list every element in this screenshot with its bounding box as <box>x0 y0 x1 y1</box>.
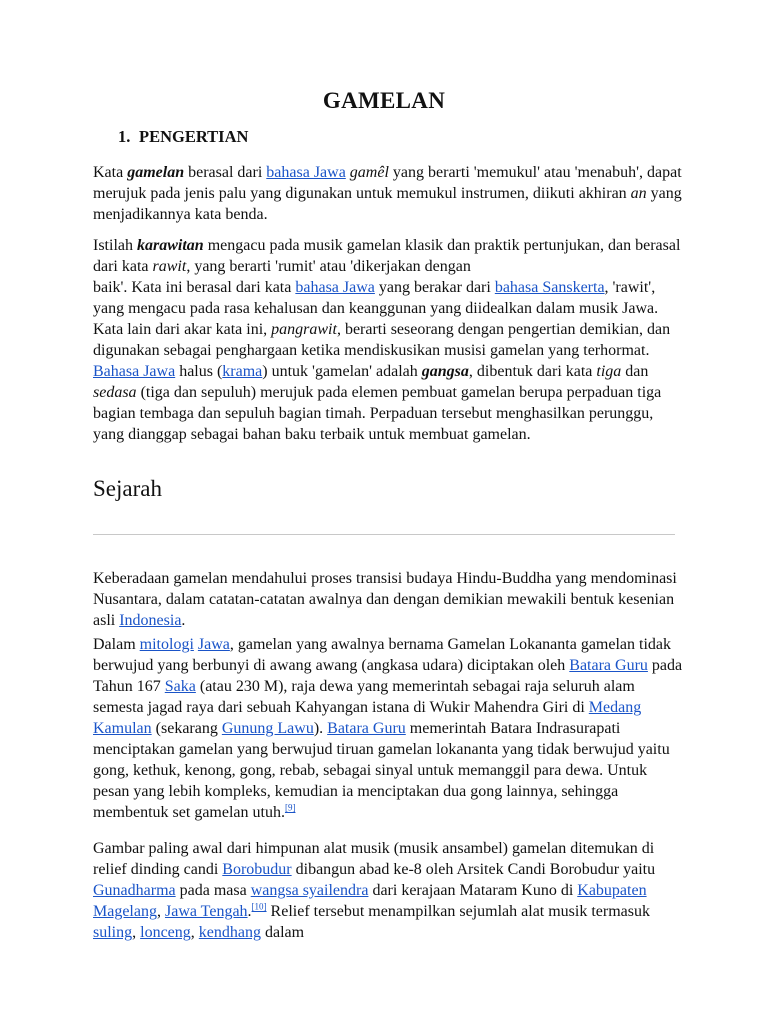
bold-italic-term: gangsa <box>421 363 469 380</box>
text-run: , yang berarti 'rumit' atau 'dikerjakan dengan <box>186 258 471 275</box>
text-run: ). <box>313 720 328 737</box>
text-run: (sekarang <box>151 720 222 737</box>
text-run: , <box>156 903 165 920</box>
section-heading-pengertian <box>118 127 248 147</box>
wiki-link[interactable]: Batara Guru <box>327 720 406 737</box>
section-number: 1. <box>118 127 131 146</box>
wiki-link[interactable]: krama <box>222 363 263 380</box>
wiki-link[interactable]: Jawa <box>197 636 230 653</box>
section-heading-sejarah: Sejarah <box>93 476 162 501</box>
text-run: yang berakar dari <box>374 279 495 296</box>
document-title: GAMELAN <box>322 88 446 113</box>
paragraph-karawitan <box>93 235 683 445</box>
text-run: memerintah Batara Indrasurapati menciptakan gamelan yang berwujud tiruan gamelan lokananta yang tidak berwujud yaitu gong, kethuk, kenong, gong, rebab, sebagai sinyal untuk memanggil para dewa. Untuk pesan yang lebih kompleks, kemudian ia menciptakan dua gong lainnya, sehingga membentuk set gamelan utuh. <box>93 720 670 821</box>
text-run: (tiga dan sepuluh) merujuk pada elemen pembuat gamelan berupa perpaduan tiga bagian tembaga dan sepuluh bagian timah. Perpaduan tersebut menghasilkan perunggu, yang dianggap sebagai bahan baku terbaik untuk membuat gamelan. <box>93 384 662 443</box>
paragraph-keberadaan <box>93 568 683 631</box>
italic-term: gamêl <box>349 164 389 181</box>
wiki-link[interactable]: suling <box>93 924 133 941</box>
italic-term: sedasa <box>93 384 137 401</box>
text-run: dalam <box>260 924 305 941</box>
text-run: , 'rawit', yang mengacu pada rasa kehalusan dan keanggunan yang diidealkan dalam musik Jawa. Kata lain dari akar kata ini, <box>93 279 659 338</box>
wiki-link[interactable]: Gunung Lawu <box>221 720 314 737</box>
text-run: , <box>190 924 199 941</box>
text-run: , dibentuk dari kata <box>468 363 597 380</box>
italic-term: an <box>630 185 647 202</box>
text-run: Dalam <box>93 636 140 653</box>
wiki-link[interactable]: bahasa Sanskerta <box>494 279 605 296</box>
wiki-link[interactable]: Medang <box>588 699 642 716</box>
text-run: Relief tersebut menampilkan sejumlah alat musik termasuk <box>266 903 650 920</box>
text-run: , gamelan yang awalnya bernama Gamelan Lokananta gamelan tidak berwujud yang berbunyi di awang awang (angkasa udara) diciptakan oleh <box>93 636 672 674</box>
text-run: baik'. Kata ini berasal dari kata <box>93 279 296 296</box>
wiki-link[interactable]: kendhang <box>198 924 261 941</box>
text-run: yang berarti 'memukul' atau 'menabuh', dapat merujuk pada jenis palu yang digunakan untuk memukul instrumen, diikuti akhiran <box>93 164 682 202</box>
bold-italic-term: karawitan <box>137 237 204 254</box>
wiki-link[interactable]: wangsa syailendra <box>250 882 369 899</box>
wiki-link[interactable]: Batara Guru <box>569 657 648 674</box>
text-run: berasal dari <box>184 164 267 181</box>
citation-superscript <box>285 803 296 813</box>
wiki-link[interactable]: Borobudur <box>222 861 292 878</box>
wiki-link[interactable]: Gunadharma <box>93 882 176 899</box>
text-run: ) untuk 'gamelan' adalah <box>262 363 422 380</box>
text-run: dari kerajaan Mataram Kuno di <box>368 882 578 899</box>
citation-superscript <box>252 902 267 912</box>
wiki-link[interactable]: Bahasa Jawa <box>93 363 176 380</box>
text-run: pada masa <box>175 882 251 899</box>
text-run: mengacu pada musik gamelan klasik dan praktik pertunjukan, dan berasal dari kata <box>93 237 681 275</box>
italic-term: tiga <box>596 363 622 380</box>
text-run: Istilah <box>93 237 137 254</box>
wiki-link[interactable]: Saka <box>164 678 196 695</box>
text-run: yang menjadikannya kata benda. <box>93 185 682 223</box>
text-run: , berarti seseorang dengan pengertian demikian, dan digunakan sebagai penghargaan ketika mendiskusikan musisi gamelan yang terhormat. <box>93 321 671 359</box>
text-run: halus ( <box>175 363 223 380</box>
wiki-link[interactable]: bahasa Jawa <box>266 164 346 181</box>
text-run: dan <box>621 363 649 380</box>
text-run: (atau 230 M), raja dewa yang memerintah sebagai raja seluruh alam semesta jagad raya dari sebuah Kahyangan istana di Wukir Mahendra Giri di <box>93 678 635 716</box>
citation-link[interactable]: [9] <box>284 802 296 813</box>
paragraph-gamelan-etymology <box>93 162 683 225</box>
citation-link[interactable]: [10] <box>251 901 267 912</box>
bold-italic-term: gamelan <box>127 164 185 181</box>
text-run: , <box>132 924 141 941</box>
text-run: dibangun abad ke-8 oleh Arsitek Candi Borobudur yaitu <box>291 861 656 878</box>
text-run: . <box>247 903 252 920</box>
wiki-link[interactable]: Jawa Tengah <box>164 903 248 920</box>
italic-term: pangrawit <box>271 321 337 338</box>
text-run: Gambar paling awal dari himpunan alat musik (musik ansambel) gamelan ditemukan di relief dinding candi <box>93 840 655 878</box>
wiki-link[interactable]: bahasa Jawa <box>295 279 375 296</box>
heading-divider <box>93 534 675 535</box>
wiki-link[interactable]: Kamulan <box>93 720 152 737</box>
section-heading-text: PENGERTIAN <box>139 127 249 146</box>
text-run: Keberadaan gamelan mendahului proses transisi budaya Hindu-Buddha yang mendominasi Nusantara, dalam catatan-catatan awalnya dan dengan demikian mewakili bentuk kesenian asli <box>93 570 677 629</box>
text-run: pada Tahun 167 <box>93 657 683 695</box>
wiki-link[interactable]: Indonesia <box>119 612 182 629</box>
wiki-link[interactable]: mitologi <box>139 636 194 653</box>
text-run: Kata <box>93 164 128 181</box>
wiki-link[interactable]: lonceng <box>140 924 191 941</box>
wiki-link[interactable]: Kabupaten Magelang <box>93 882 647 920</box>
italic-term: rawit <box>152 258 187 275</box>
paragraph-relief-borobudur <box>93 838 683 943</box>
text-run: . <box>181 612 186 629</box>
paragraph-mitologi <box>93 634 683 823</box>
